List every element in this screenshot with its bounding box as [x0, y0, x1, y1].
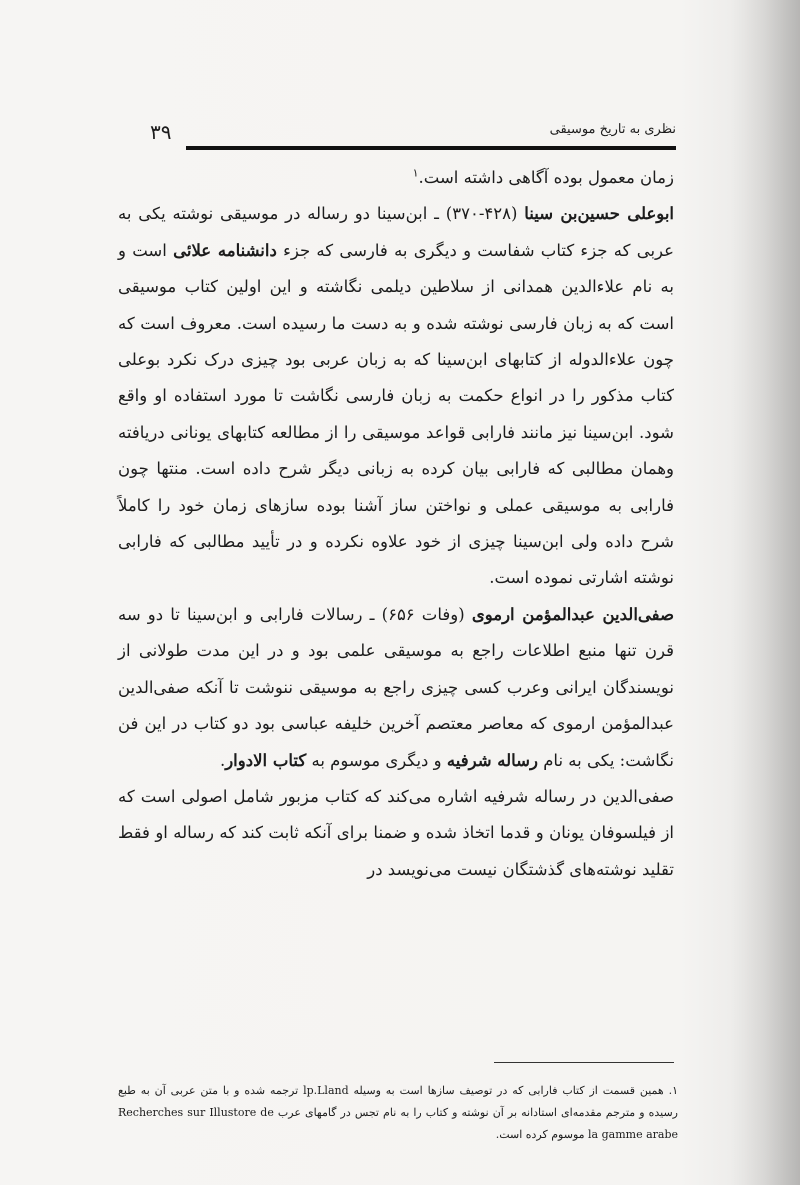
- footnote-rule: [494, 1062, 674, 1063]
- book-title-sharafiyya: رساله شرفیه: [446, 750, 538, 770]
- footnote-marker: ۱: [412, 166, 419, 180]
- footnote: [118, 1080, 678, 1146]
- safi-text-c: .: [219, 750, 226, 770]
- book-title-daneshnameh: دانشنامه علائی: [173, 240, 277, 260]
- avicenna-text-a: (۴۲۸-۳۷۰) ـ ابن‌سینا دو رساله در موسیقی نوشته یکی به عربی که جزء کتاب شفاست و دیگری به فارسی که جزء: [118, 204, 675, 260]
- page-header: [150, 118, 676, 154]
- intro-text: زمان معمول بوده آگاهی داشته است.: [418, 168, 674, 187]
- body-text: [118, 160, 674, 888]
- page-edge-shadow: [730, 0, 800, 1185]
- paragraph-intro: [118, 160, 674, 196]
- footnote-text: ۱. همین قسمت از کتاب فارابی که در توصیف سازها است به وسیله lp.Lland ترجمه شده و با متن عربی آن به طبع رسیده و مترجم مقدمه‌ای استادانه بر آن نوشته و کتاب را به نام تجس در گامهای عرب Recherches sur Illustore de la gamme arabe موسوم کرده است.: [118, 1084, 679, 1141]
- paragraph-safi-al-din: [118, 597, 674, 779]
- heading-safi-al-din: صفی‌الدین عبدالمؤمن ارموی: [471, 604, 675, 624]
- safi-text-b: و دیگری موسوم به: [306, 750, 447, 770]
- paragraph-avicenna: [118, 196, 674, 596]
- safi-text-a: (وفات ۶۵۶) ـ رسالات فارابی و ابن‌سینا تا دو سه قرن تنها منبع اطلاعات راجع به موسیقی علمی بود و در این مدت طولانی از نویسندگان ایرانی وعرب کسی چیزی راجع به موسیقی ننوشت تا آنکه صفی‌الدین عبدالمؤمن ارموی که معاصر معتصم آخرین خلیفه عباسی بود دو کتاب در این فن نگاشت: یکی به نام: [118, 604, 674, 770]
- avicenna-text-b: است و به نام علاءالدین همدانی از سلاطین دیلمی نگاشته و این اولین کتاب موسیقی است که به زبان فارسی نوشته شده و به دست ما رسیده است. معروف است که چون علاءالدوله از کتابهای ابن‌سینا که به زبان عربی بود چیزی درک نکرد بوعلی کتاب مذکور را در انواع حکمت به زبان فارسی نگاشت تا مورد استفاده او واقع شود. ابن‌سینا نیز مانند فارابی قواعد موسیقی را از مطالعه کتابهای یونانی دریافته وهمان مطالبی که فارابی بیان کرده به زبانی دیگر شرح داده است. منتها چون فارابی به موسیقی عملی و نواختن ساز آشنا بوده سازهای زمان خود را کاملاً شرح داده ولی ابن‌سینا چیزی از خود علاوه نکرده و در تأیید مطالبی که فارابی نوشته اشارتی نموده است.: [118, 240, 674, 588]
- paragraph-sharafiyya: صفی‌الدین در رساله شرفیه اشاره می‌کند که کتاب مزبور شامل اصولی است که از فیلسوفان یونان و قدما اتخاذ شده و ضمنا برای آنکه ثابت کند که رساله او فقط تقلید نوشته‌های گذشتگان نیست می‌نویسد در: [118, 786, 674, 879]
- book-title-adwar: کتاب الادوار: [225, 750, 307, 770]
- page-number: ۳۹: [150, 120, 172, 144]
- running-title: نظری به تاریخ موسیقی: [549, 122, 676, 137]
- header-rule: [186, 146, 676, 150]
- heading-avicenna: ابوعلی حسین‌بن سینا: [524, 204, 675, 224]
